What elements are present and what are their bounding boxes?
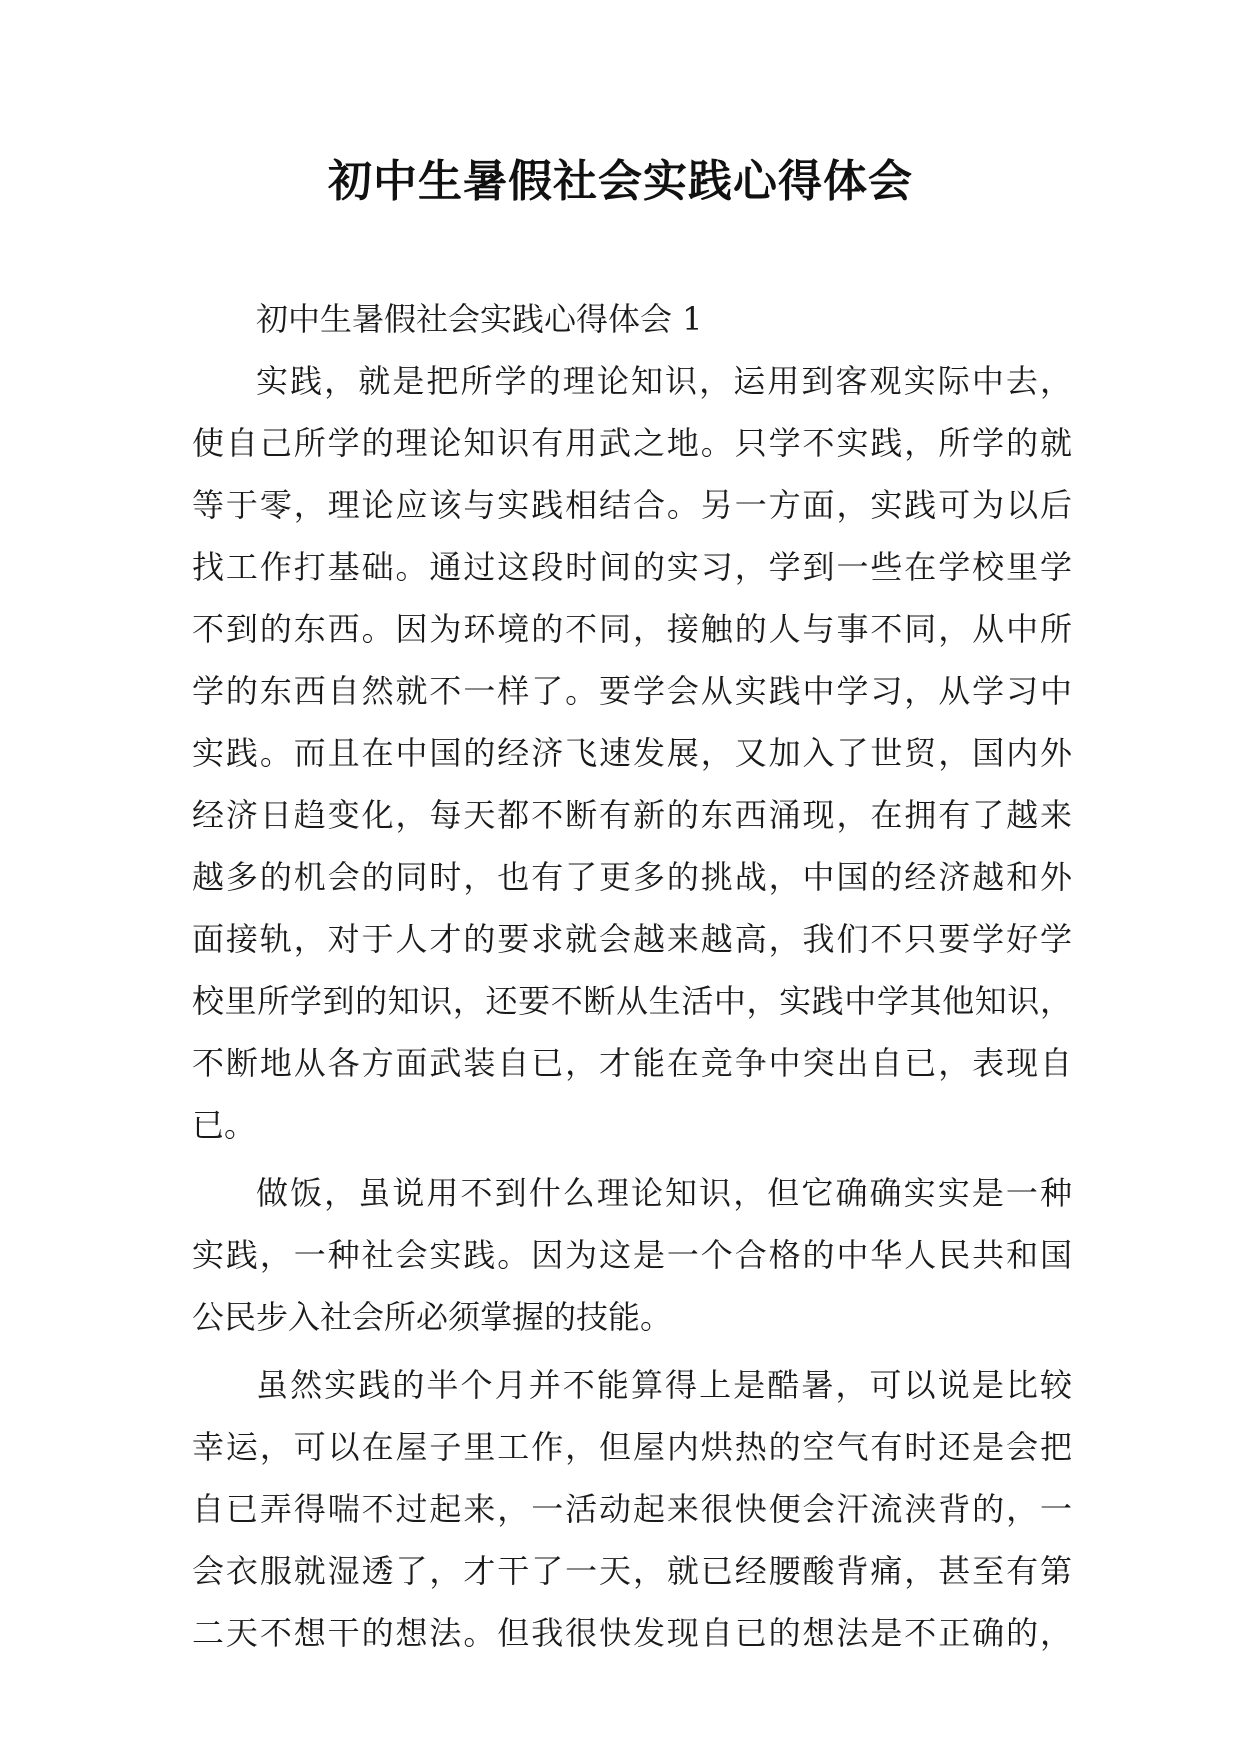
text-line: 公民步入社会所必须掌握的技能。 [192,1298,673,1336]
text-line: 二天不想干的想法。但我很快发现自已的想法是不正确的， [192,1614,1072,1652]
text-line: 经济日趋变化，每天都不断有新的东西涌现，在拥有了越来 [192,796,1072,834]
text-line: 越多的机会的同时，也有了更多的挑战，中国的经济越和外 [192,858,1072,896]
text-line: 实践，就是把所学的理论知识，运用到客观实际中去， [256,362,1072,400]
text-line: 实践。而且在中国的经济飞速发展，又加入了世贸，国内外 [192,734,1072,772]
text-line: 不断地从各方面武装自已，才能在竞争中突出自已，表现自 [192,1044,1072,1082]
text-line: 使自己所学的理论知识有用武之地。只学不实践，所学的就 [192,424,1072,462]
text-line: 自已弄得喘不过起来，一活动起来很快便会汗流浃背的，一 [192,1490,1072,1528]
document-body [192,288,1072,1664]
text-line: 找工作打基础。通过这段时间的实习，学到一些在学校里学 [192,548,1072,586]
text-line: 等于零，理论应该与实践相结合。另一方面，实践可为以后 [192,486,1072,524]
text-line: 校里所学到的知识，还要不断从生活中，实践中学其他知识， [192,982,1072,1020]
document-title: 初中生暑假社会实践心得体会 [328,156,913,207]
paragraph-1 [192,350,1072,1156]
text-line: 学的东西自然就不一样了。要学会从实践中学习，从学习中 [192,672,1072,710]
text-line: 会衣服就湿透了，才干了一天，就已经腰酸背痛，甚至有第 [192,1552,1072,1590]
text-line: 面接轨，对于人才的要求就会越来越高，我们不只要学好学 [192,920,1072,958]
text-line: 已。 [192,1106,257,1144]
paragraph-3 [192,1354,1072,1664]
text-line: 实践，一种社会实践。因为这是一个合格的中华人民共和国 [192,1236,1072,1274]
text-line: 幸运，可以在屋子里工作，但屋内烘热的空气有时还是会把 [192,1428,1072,1466]
section-heading: 初中生暑假社会实践心得体会 1 [256,300,703,338]
text-line: 不到的东西。因为环境的不同，接触的人与事不同，从中所 [192,610,1072,648]
text-line: 做饭，虽说用不到什么理论知识，但它确确实实是一种 [256,1174,1072,1212]
text-line: 虽然实践的半个月并不能算得上是酷暑，可以说是比较 [256,1366,1072,1404]
paragraph-2 [192,1162,1072,1348]
